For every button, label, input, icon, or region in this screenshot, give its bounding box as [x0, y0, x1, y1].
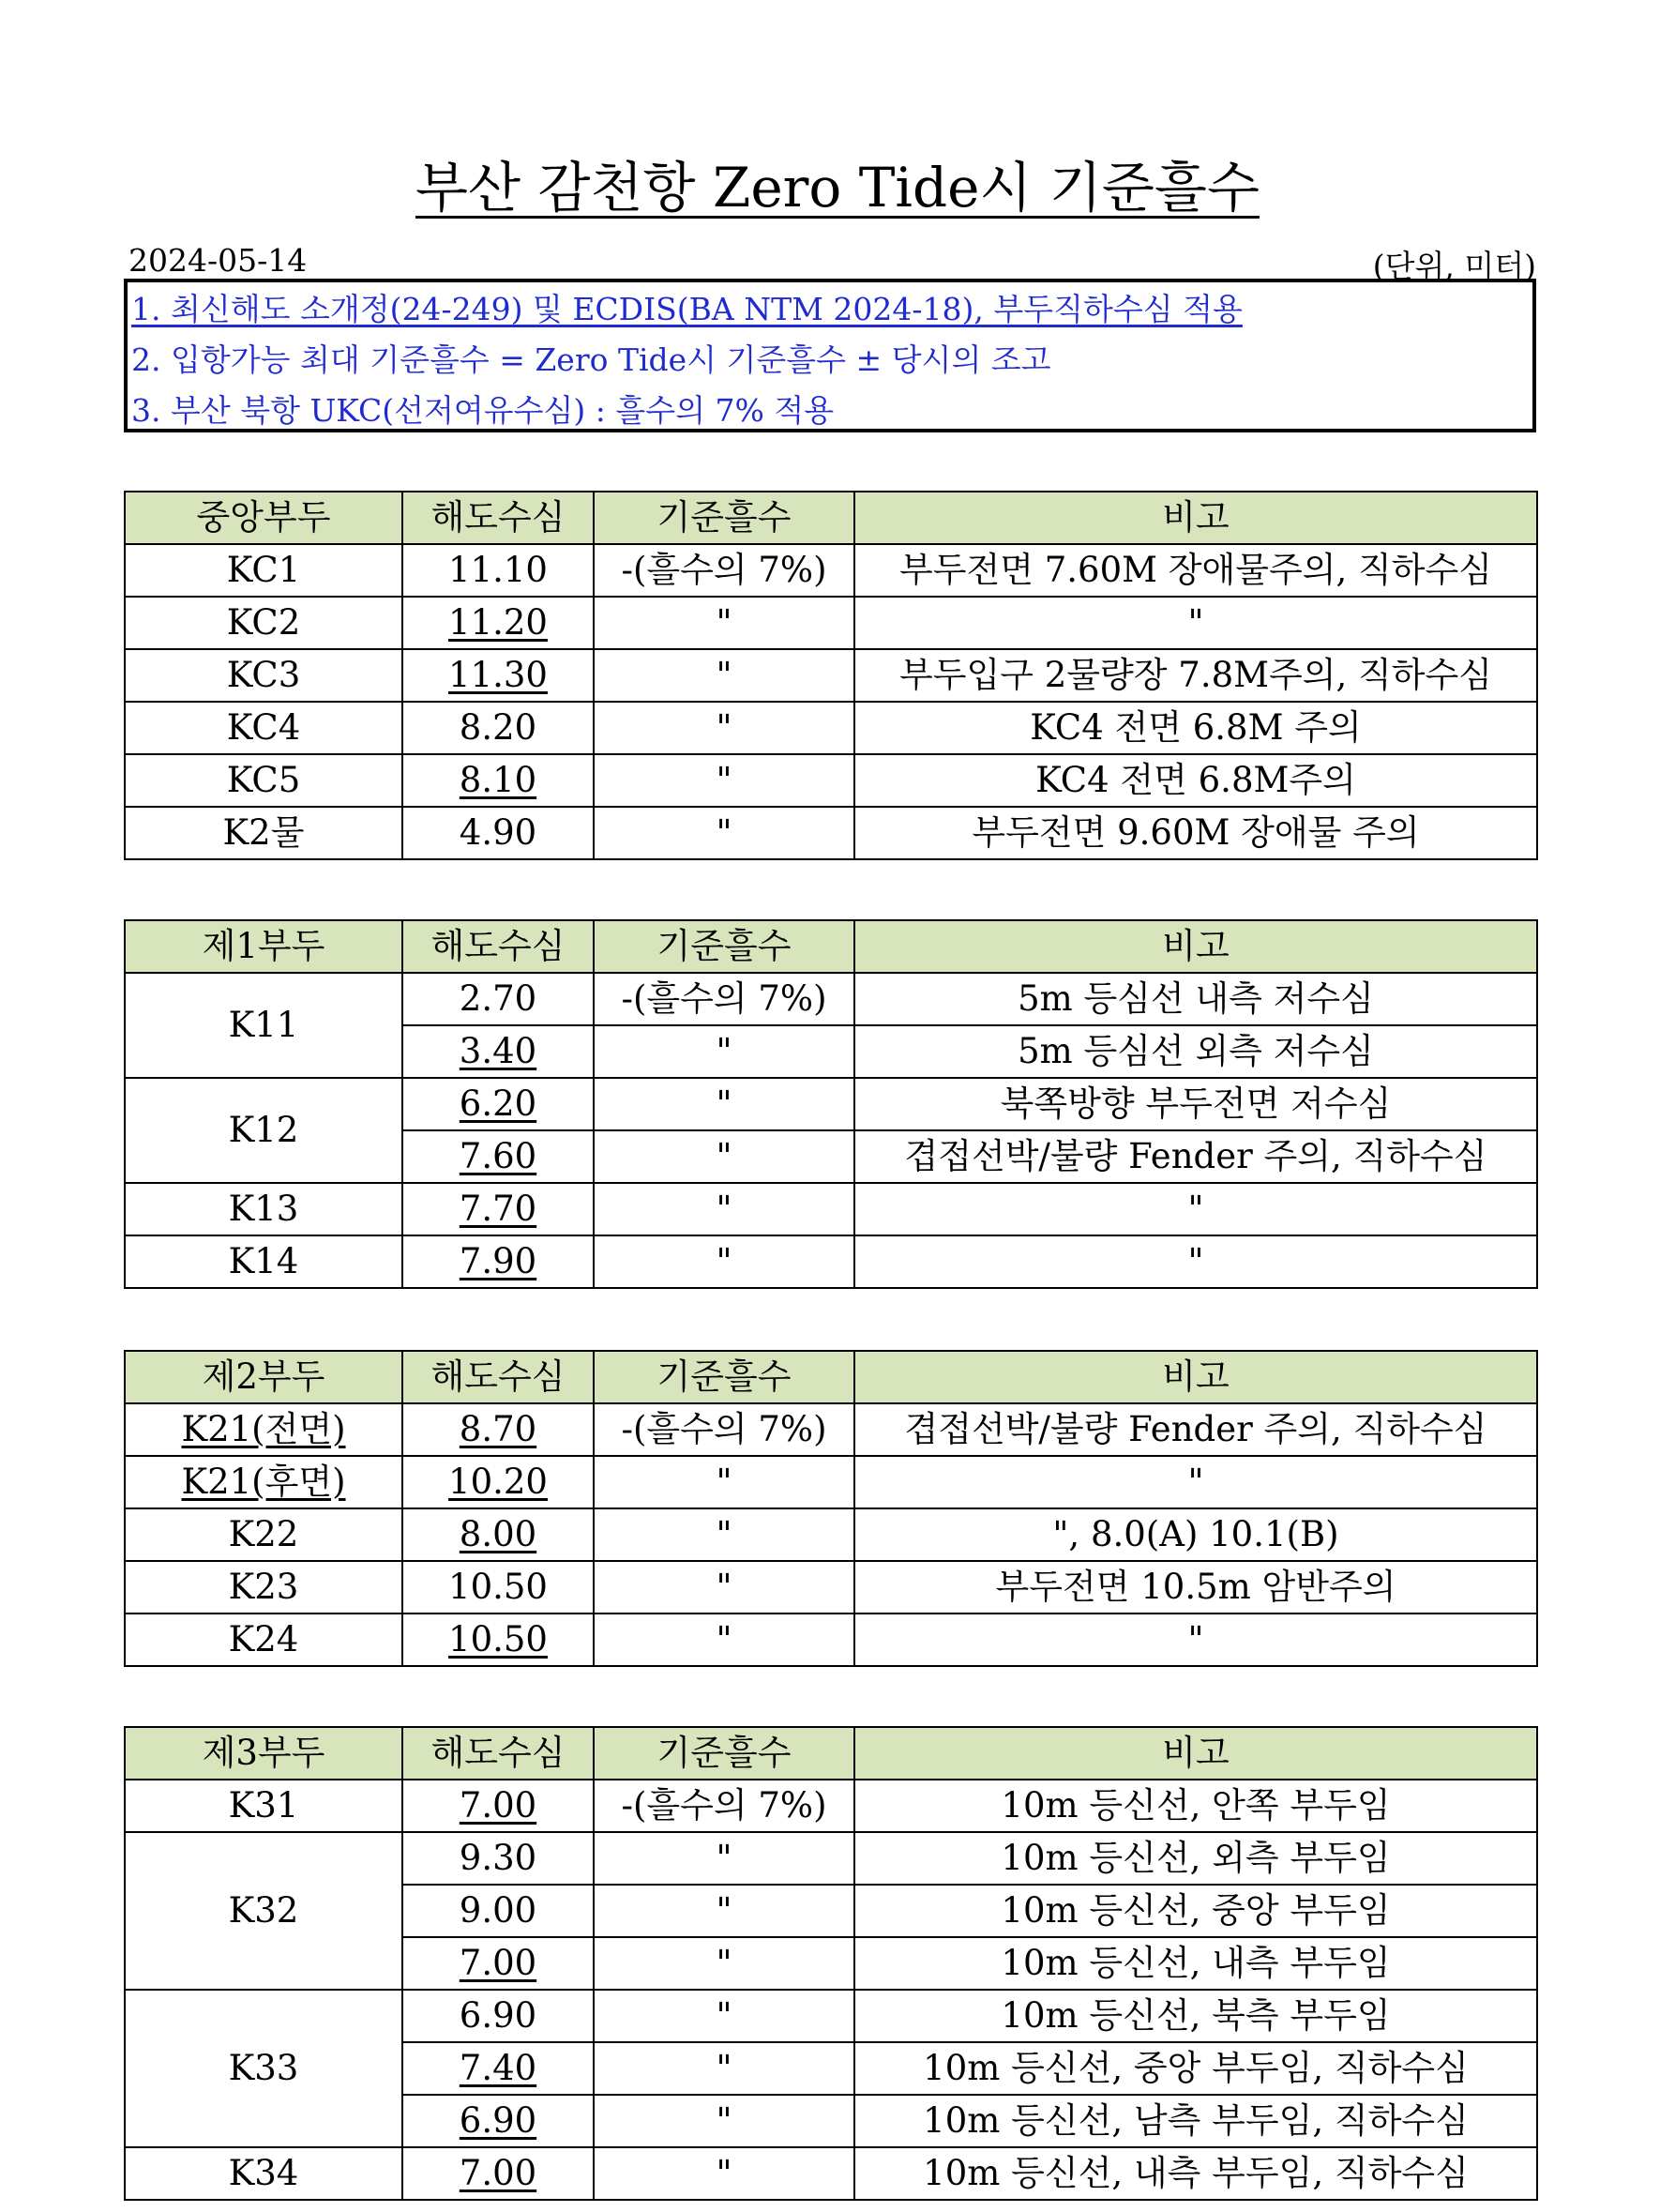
table-row	[125, 1614, 1537, 1666]
remark-cell: 10m 등신선, 안쪽 부두임	[854, 1780, 1537, 1832]
berth-cell: K34	[125, 2147, 402, 2200]
depth-cell: 7.00	[402, 1937, 594, 1990]
table-header-row	[125, 1727, 1537, 1780]
table-row	[125, 1403, 1537, 1456]
depth-cell: 7.00	[402, 2147, 594, 2200]
depth-cell: 9.00	[402, 1885, 594, 1937]
draft-cell: "	[594, 1130, 854, 1183]
header-depth: 해도수심	[402, 492, 594, 544]
remark-cell: 5m 등심선 내측 저수심	[854, 973, 1537, 1025]
note-1: 1. 최신해도 소개정(24-249) 및 ECDIS(BA NTM 2024-18), 부두직하수심 적용	[131, 291, 1243, 327]
remark-cell: 10m 등신선, 내측 부두임, 직하수심	[854, 2147, 1537, 2200]
depth-cell: 9.30	[402, 1832, 594, 1885]
draft-cell: "	[594, 1832, 854, 1885]
draft-cell: "	[594, 1937, 854, 1990]
berth-cell: KC2	[125, 597, 402, 649]
header-draft: 기준흘수	[594, 492, 854, 544]
table-row	[125, 1990, 1537, 2042]
depth-cell: 7.70	[402, 1183, 594, 1235]
remark-cell: 부두전면 7.60M 장애물주의, 직하수심	[854, 544, 1537, 597]
header-draft: 기준흘수	[594, 1351, 854, 1403]
table-row	[125, 2147, 1537, 2200]
berth-cell: KC1	[125, 544, 402, 597]
draft-cell: -(흘수의 7%)	[594, 1780, 854, 1832]
remark-cell: 부두전면 9.60M 장애물 주의	[854, 807, 1537, 859]
notes-box	[124, 279, 1536, 432]
note-3: 3. 부산 북항 UKC(선저여유수심) : 흘수의 7% 적용	[131, 392, 835, 429]
depth-cell: 8.10	[402, 754, 594, 807]
berth-cell: KC3	[125, 649, 402, 702]
depth-cell: 2.70	[402, 973, 594, 1025]
unit-label: (단위, 미터)	[1372, 248, 1536, 284]
remark-cell: 10m 등신선, 외측 부두임	[854, 1832, 1537, 1885]
berth-cell: K12	[125, 1078, 402, 1183]
table-row	[125, 1078, 1537, 1130]
berth-cell: K11	[125, 973, 402, 1078]
remark-cell: "	[854, 597, 1537, 649]
header-draft: 기준흘수	[594, 1727, 854, 1780]
depth-cell: 6.90	[402, 2095, 594, 2147]
page-title: 부산 감천항 Zero Tide시 기준흘수	[415, 156, 1260, 220]
section-table-pier3	[124, 1726, 1538, 2201]
remark-cell: KC4 전면 6.8M 주의	[854, 702, 1537, 754]
draft-cell: "	[594, 1235, 854, 1288]
berth-cell: KC4	[125, 702, 402, 754]
draft-cell: "	[594, 1561, 854, 1614]
draft-cell: "	[594, 807, 854, 859]
table-row	[125, 807, 1537, 859]
table-row	[125, 973, 1537, 1025]
header-depth: 해도수심	[402, 1727, 594, 1780]
berth-cell: K31	[125, 1780, 402, 1832]
section-table-pier2	[124, 1350, 1538, 1667]
berth-cell: K2물	[125, 807, 402, 859]
draft-cell: "	[594, 1456, 854, 1508]
depth-cell: 7.60	[402, 1130, 594, 1183]
table-header-row	[125, 1351, 1537, 1403]
remark-cell: 10m 등신선, 중앙 부두임, 직하수심	[854, 2042, 1537, 2095]
table-row	[125, 1456, 1537, 1508]
berth-cell: K13	[125, 1183, 402, 1235]
draft-cell: "	[594, 2095, 854, 2147]
draft-cell: -(흘수의 7%)	[594, 973, 854, 1025]
berth-cell: K33	[125, 1990, 402, 2147]
depth-cell: 10.50	[402, 1614, 594, 1666]
draft-cell: "	[594, 1990, 854, 2042]
remark-cell: ", 8.0(A) 10.1(B)	[854, 1508, 1537, 1561]
draft-cell: "	[594, 1183, 854, 1235]
depth-cell: 4.90	[402, 807, 594, 859]
header-draft: 기준흘수	[594, 920, 854, 973]
depth-cell: 8.20	[402, 702, 594, 754]
remark-cell: 10m 등신선, 북측 부두임	[854, 1990, 1537, 2042]
header-berth: 제3부두	[125, 1727, 402, 1780]
depth-cell: 8.70	[402, 1403, 594, 1456]
berth-cell: KC5	[125, 754, 402, 807]
note-2: 2. 입항가능 최대 기준흘수 = Zero Tide시 기준흘수 ± 당시의 조고	[131, 341, 1051, 378]
table-row	[125, 1561, 1537, 1614]
table-header-row	[125, 492, 1537, 544]
table-row	[125, 649, 1537, 702]
draft-cell: "	[594, 1078, 854, 1130]
table-row	[125, 544, 1537, 597]
berth-cell: K21(전면)	[125, 1403, 402, 1456]
header-depth: 해도수심	[402, 1351, 594, 1403]
depth-cell: 7.90	[402, 1235, 594, 1288]
draft-cell: "	[594, 1508, 854, 1561]
header-remark: 비고	[854, 1351, 1537, 1403]
remark-cell: "	[854, 1456, 1537, 1508]
remark-cell: "	[854, 1614, 1537, 1666]
table-row	[125, 754, 1537, 807]
table-row	[125, 597, 1537, 649]
remark-cell: 10m 등신선, 내측 부두임	[854, 1937, 1537, 1990]
berth-cell: K21(후면)	[125, 1456, 402, 1508]
draft-cell: "	[594, 754, 854, 807]
table-header-row	[125, 920, 1537, 973]
remark-cell: "	[854, 1235, 1537, 1288]
header-remark: 비고	[854, 492, 1537, 544]
draft-cell: "	[594, 1614, 854, 1666]
draft-cell: "	[594, 702, 854, 754]
section-table-central	[124, 491, 1538, 860]
draft-cell: "	[594, 649, 854, 702]
remark-cell: 10m 등신선, 중앙 부두임	[854, 1885, 1537, 1937]
berth-cell: K22	[125, 1508, 402, 1561]
header-berth: 제2부두	[125, 1351, 402, 1403]
berth-cell: K24	[125, 1614, 402, 1666]
draft-cell: -(흘수의 7%)	[594, 1403, 854, 1456]
remark-cell: KC4 전면 6.8M주의	[854, 754, 1537, 807]
table-row	[125, 1183, 1537, 1235]
remark-cell: 겹접선박/불량 Fender 주의, 직하수심	[854, 1130, 1537, 1183]
remark-cell: 겹접선박/불량 Fender 주의, 직하수심	[854, 1403, 1537, 1456]
section-table-pier1	[124, 919, 1538, 1289]
header-remark: 비고	[854, 1727, 1537, 1780]
draft-cell: -(흘수의 7%)	[594, 544, 854, 597]
berth-cell: K23	[125, 1561, 402, 1614]
table-row	[125, 1235, 1537, 1288]
table-row	[125, 1508, 1537, 1561]
depth-cell: 6.20	[402, 1078, 594, 1130]
depth-cell: 7.40	[402, 2042, 594, 2095]
draft-cell: "	[594, 2147, 854, 2200]
remark-cell: 10m 등신선, 남측 부두임, 직하수심	[854, 2095, 1537, 2147]
header-depth: 해도수심	[402, 920, 594, 973]
depth-cell: 11.20	[402, 597, 594, 649]
berth-cell: K32	[125, 1832, 402, 1990]
depth-cell: 7.00	[402, 1780, 594, 1832]
date-label: 2024-05-14	[128, 242, 308, 279]
remark-cell: 5m 등심선 외측 저수심	[854, 1025, 1537, 1078]
berth-cell: K14	[125, 1235, 402, 1288]
draft-cell: "	[594, 1025, 854, 1078]
table-row	[125, 702, 1537, 754]
page-cut-edge	[0, 2202, 1675, 2212]
remark-cell: 부두입구 2물량장 7.8M주의, 직하수심	[854, 649, 1537, 702]
table-row	[125, 1780, 1537, 1832]
depth-cell: 8.00	[402, 1508, 594, 1561]
header-berth: 중앙부두	[125, 492, 402, 544]
depth-cell: 6.90	[402, 1990, 594, 2042]
depth-cell: 10.50	[402, 1561, 594, 1614]
draft-cell: "	[594, 2042, 854, 2095]
remark-cell: 북쪽방향 부두전면 저수심	[854, 1078, 1537, 1130]
depth-cell: 11.10	[402, 544, 594, 597]
depth-cell: 10.20	[402, 1456, 594, 1508]
table-row	[125, 1832, 1537, 1885]
header-remark: 비고	[854, 920, 1537, 973]
draft-cell: "	[594, 1885, 854, 1937]
depth-cell: 11.30	[402, 649, 594, 702]
remark-cell: 부두전면 10.5m 암반주의	[854, 1561, 1537, 1614]
draft-cell: "	[594, 597, 854, 649]
remark-cell: "	[854, 1183, 1537, 1235]
depth-cell: 3.40	[402, 1025, 594, 1078]
header-berth: 제1부두	[125, 920, 402, 973]
